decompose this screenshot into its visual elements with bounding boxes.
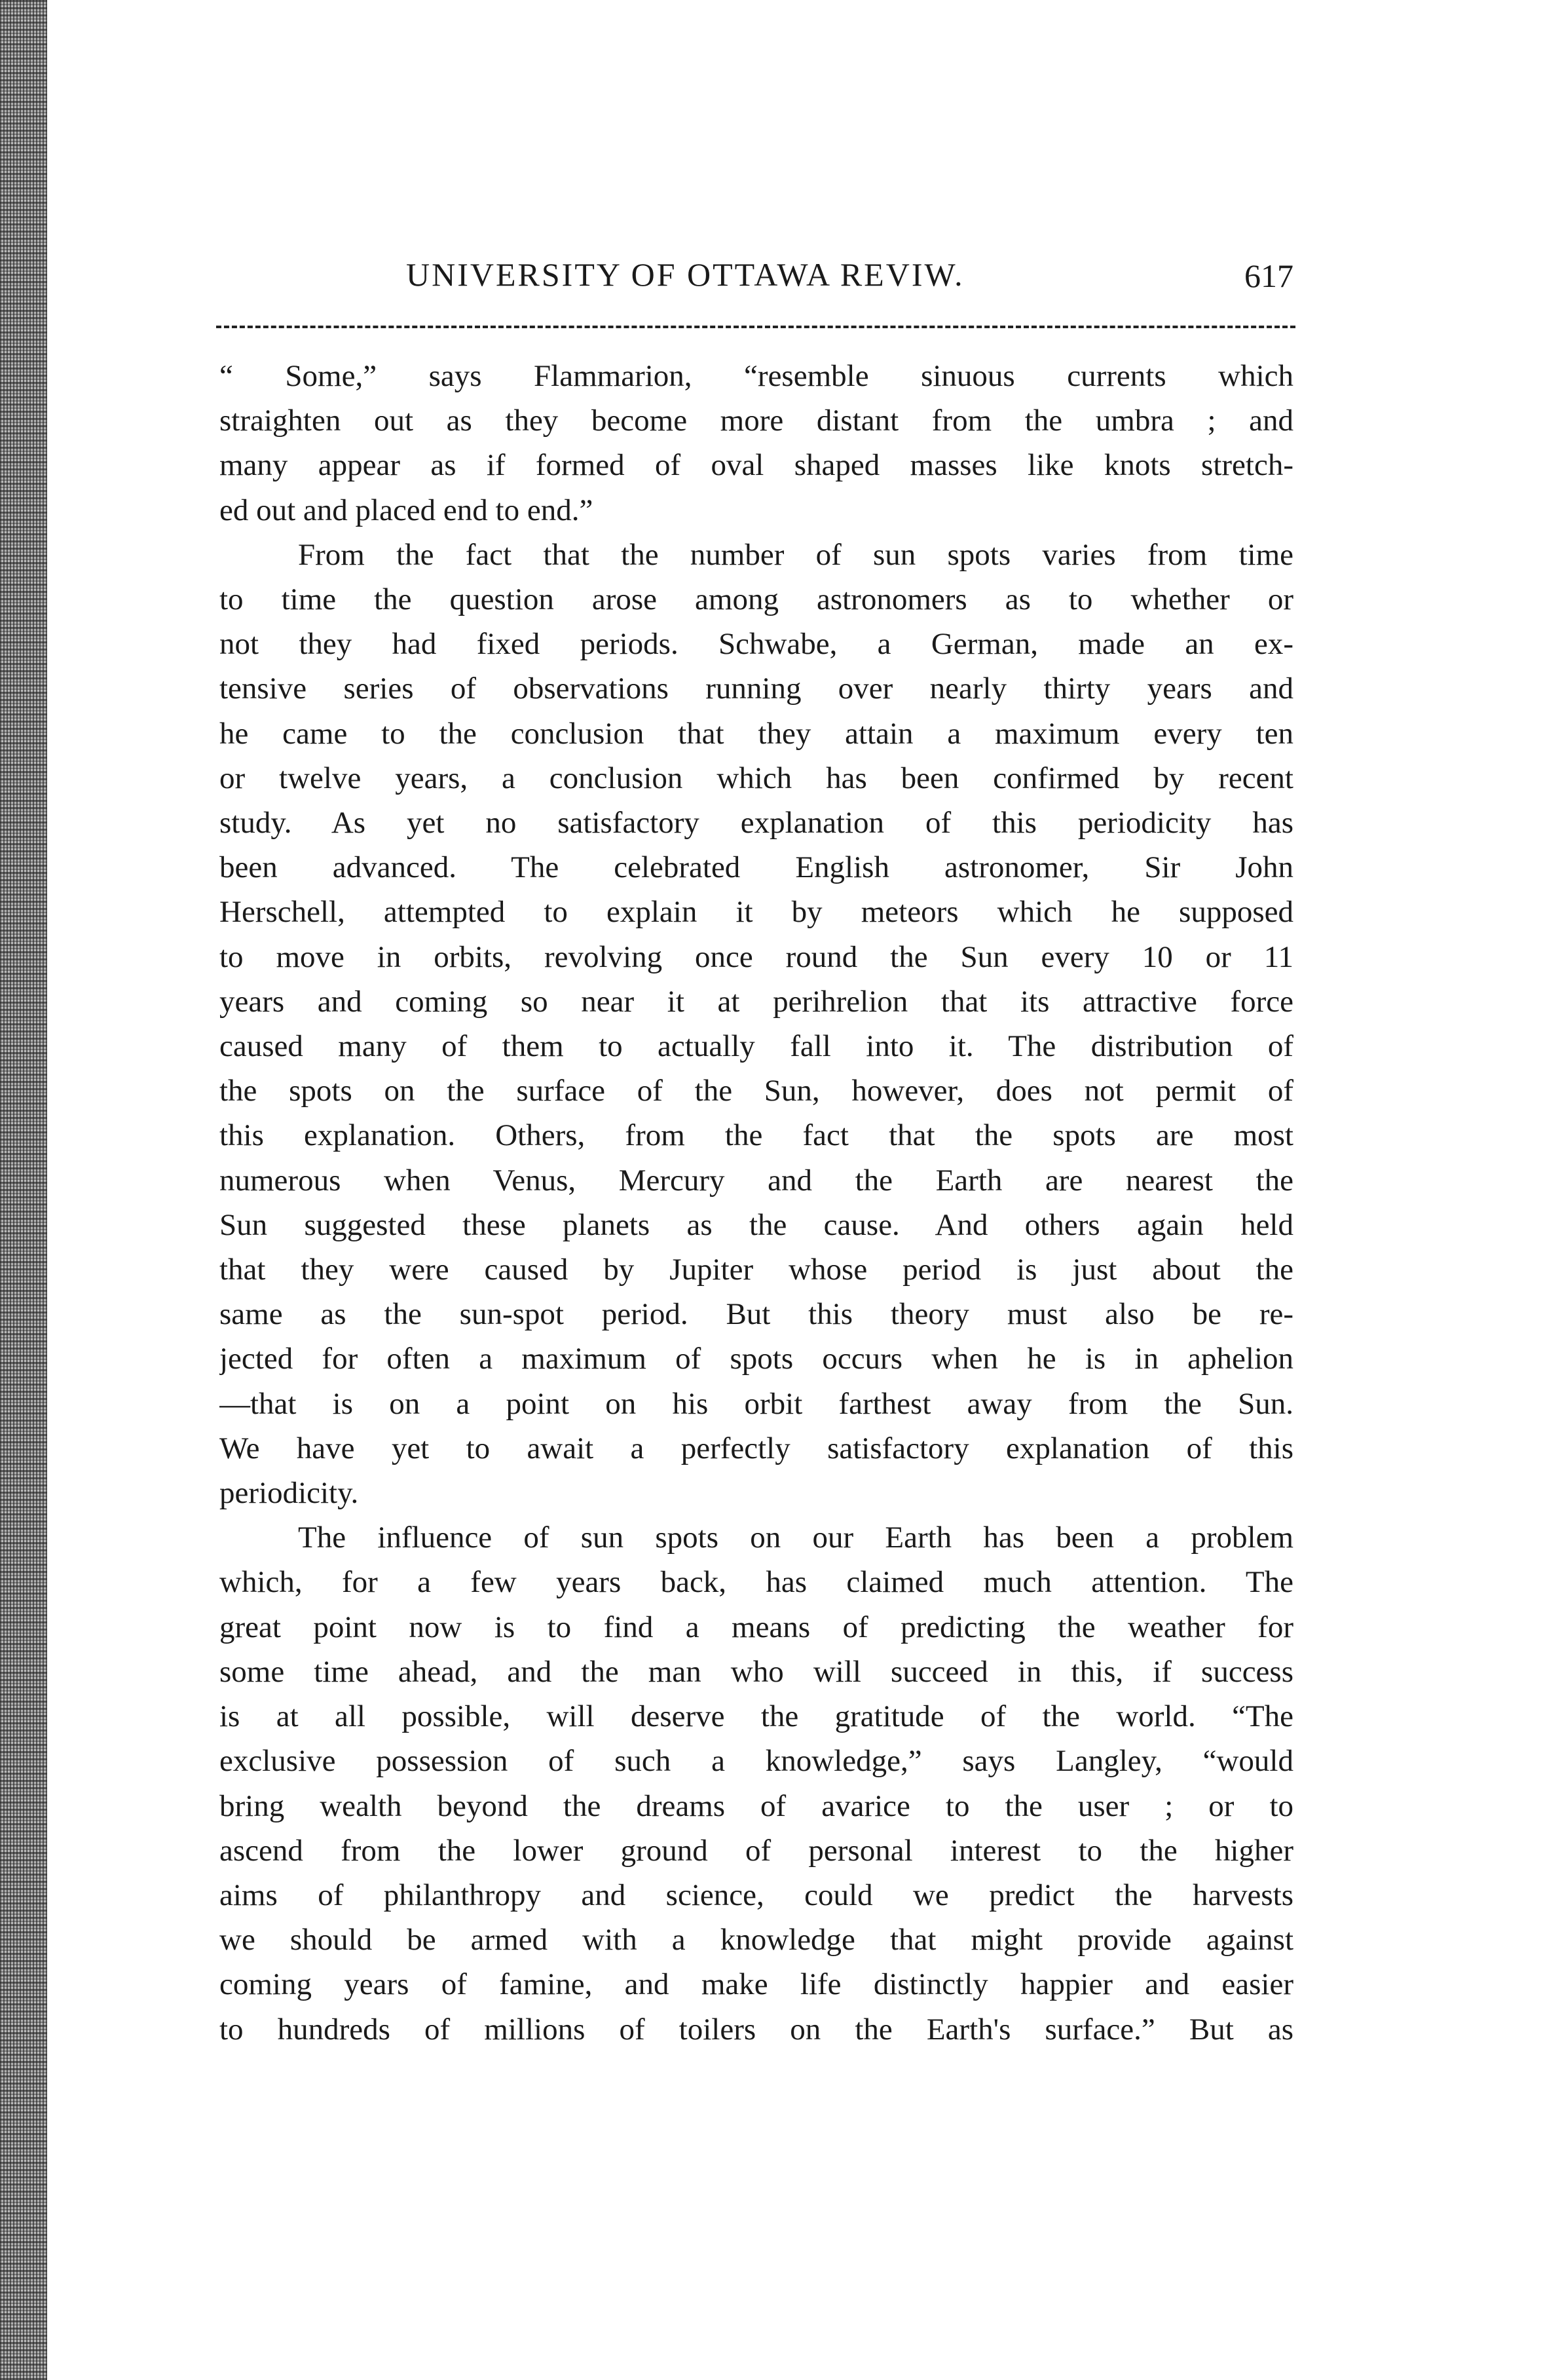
body-text <box>219 354 1293 2052</box>
scan-binding-edge <box>0 0 47 2380</box>
text-line: to hundreds of millions of toilers on the Earth's surface.” But as <box>219 2012 1293 2047</box>
text-line: been advanced. The celebrated English astronomer, Sir John <box>219 850 1293 885</box>
text-line: same as the sun-spot period. But this theory must also be re- <box>219 1297 1293 1332</box>
text-line: jected for often a maximum of spots occurs when he is in aphelion <box>219 1342 1293 1376</box>
text-line: we should be armed with a knowledge that might provide against <box>219 1923 1293 1957</box>
text-line: We have yet to await a perfectly satisfactory explanation of this <box>219 1431 1293 1465</box>
text-line: not they had fixed periods. Schwabe, a German, made an ex- <box>219 627 1293 662</box>
text-line: tensive series of observations running over nearly thirty years and <box>219 671 1293 706</box>
text-line: exclusive possession of such a knowledge,” says Langley, “would <box>219 1744 1293 1779</box>
header-rule <box>216 326 1295 328</box>
text-line: caused many of them to actually fall into it. The distribution of <box>219 1029 1293 1064</box>
text-line: is at all possible, will deserve the gratitude of the world. “The <box>219 1699 1293 1734</box>
text-line: or twelve years, a conclusion which has been confirmed by recent <box>219 761 1293 795</box>
text-line: he came to the conclusion that they attain a maximum every ten <box>219 716 1293 751</box>
text-line: —that is on a point on his orbit farthest away from the Sun. <box>219 1386 1293 1421</box>
text-line: which, for a few years back, has claimed much attention. The <box>219 1565 1293 1600</box>
page-number: 617 <box>1244 257 1293 294</box>
text-line: bring wealth beyond the dreams of avarice to the user ; or to <box>219 1788 1293 1823</box>
text-line: study. As yet no satisfactory explanation of this periodicity has <box>219 806 1293 841</box>
running-header: UNIVERSITY OF OTTAWA REVIW. <box>406 256 965 293</box>
text-line: to move in orbits, revolving once round the Sun every 10 or 11 <box>219 939 1293 974</box>
text-line: “ Some,” says Flammarion, “resemble sinuous currents which <box>219 359 1293 393</box>
text-line: that they were caused by Jupiter whose period is just about the <box>219 1253 1293 1287</box>
text-line: to time the question arose among astronomers as to whether or <box>219 582 1293 617</box>
text-line: great point now is to find a means of predicting the weather for <box>219 1610 1293 1644</box>
text-line: the spots on the surface of the Sun, however, does not permit of <box>219 1074 1293 1108</box>
text-line: straighten out as they become more distant from the umbra ; and <box>219 404 1293 438</box>
text-line: many appear as if formed of oval shaped masses like knots stretch- <box>219 448 1293 483</box>
text-line: periodicity. <box>219 1476 359 1511</box>
text-line: The influence of sun spots on our Earth has been a problem <box>298 1521 1293 1555</box>
text-line: coming years of famine, and make life distinctly happier and easier <box>219 1967 1293 2002</box>
text-line: ascend from the lower ground of personal interest to the higher <box>219 1833 1293 1868</box>
text-line: this explanation. Others, from the fact that the spots are most <box>219 1118 1293 1153</box>
text-line: From the fact that the number of sun spots varies from time <box>298 537 1293 572</box>
text-line: numerous when Venus, Mercury and the Earth are nearest the <box>219 1163 1293 1198</box>
text-line: aims of philanthropy and science, could we predict the harvests <box>219 1878 1293 1912</box>
text-line: ed out and placed end to end.” <box>219 493 593 527</box>
text-line: Sun suggested these planets as the cause. And others again held <box>219 1207 1293 1242</box>
text-line: some time ahead, and the man who will succeed in this, if success <box>219 1654 1293 1689</box>
text-line: years and coming so near it at perihrelion that its attractive force <box>219 984 1293 1019</box>
text-line: Herschell, attempted to explain it by meteors which he supposed <box>219 895 1293 930</box>
